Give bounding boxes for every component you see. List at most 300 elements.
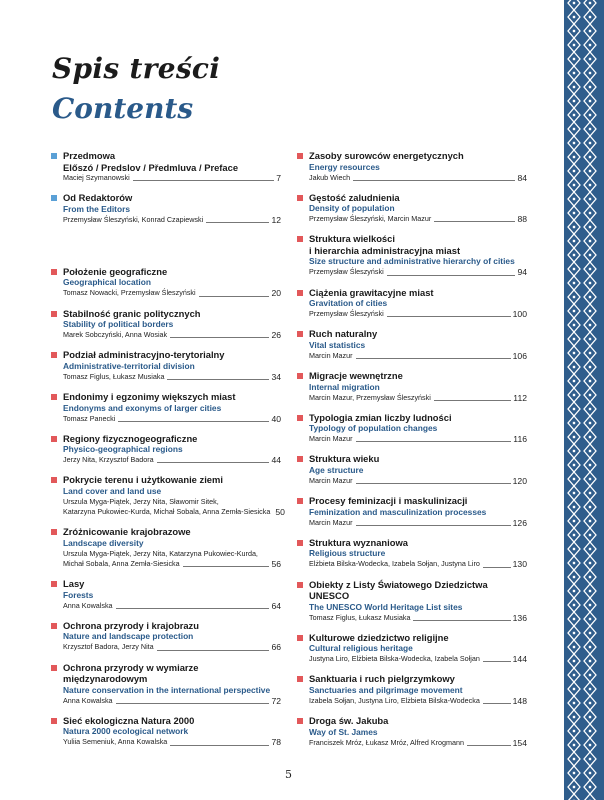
entry-author-line (63, 215, 281, 225)
dot-ornament (573, 100, 575, 102)
entry-title: Pokrycie terenu i użytkowanie ziemi (63, 474, 223, 486)
leader-line (356, 483, 511, 484)
entry-authors: Marcin Mazur (309, 475, 353, 485)
entry-title: Kulturowe dziedzictwo religijne (309, 631, 449, 643)
entry-title: Migracje wewnętrzne (309, 370, 403, 382)
dot-ornament (589, 660, 591, 662)
entry-authors: Tomasz Figlus, Łukasz Musiaka (63, 371, 165, 381)
entry-subtitle-english: Typology of population changes (309, 423, 438, 434)
dot-ornament (589, 716, 591, 718)
dot-ornament (589, 282, 591, 284)
dot-ornament (573, 562, 575, 564)
dot-ornament (573, 492, 575, 494)
entry-authors: Elżbieta Bilska-Wodecka, Izabela Sołjan, Justyna Liro (309, 559, 480, 569)
dot-ornament (589, 72, 591, 74)
square-bullet-icon (51, 581, 57, 587)
dot-ornament (589, 520, 591, 522)
dot-ornament (573, 716, 575, 718)
dot-ornament (589, 142, 591, 144)
dot-ornament (589, 380, 591, 382)
toc-entry[interactable] (51, 578, 281, 611)
leader-line (118, 421, 269, 422)
square-bullet-icon (51, 529, 57, 535)
entry-authors: Marcin Mazur, Przemysław Śleszyński (309, 392, 431, 402)
leader-line (167, 379, 269, 380)
toc-entry[interactable] (51, 620, 281, 653)
entry-title: Lasy (63, 578, 85, 590)
entry-title: Struktura wieku (309, 453, 380, 465)
toc-entry[interactable] (297, 673, 527, 706)
dot-ornament (589, 170, 591, 172)
entry-page-number: 12 (271, 214, 281, 225)
dot-ornament (573, 590, 575, 592)
dot-ornament (573, 128, 575, 130)
entry-author-line (63, 455, 281, 465)
leader-line (206, 222, 269, 223)
dot-ornament (589, 44, 591, 46)
page-title: Spis treści (52, 52, 221, 85)
entry-authors: Anna Kowalska (63, 695, 113, 705)
diamond-ornament (568, 794, 580, 800)
entry-title-continued: i hierarchia administracyjna miast (309, 244, 461, 256)
entry-subtitle-english: Geographical location (63, 277, 151, 288)
entry-author-line (309, 173, 527, 183)
entry-page-number: 66 (271, 642, 281, 653)
entry-subtitle-english: The UNESCO World Heritage List sites (309, 601, 463, 612)
entry-authors: Justyna Liro, Elżbieta Bilska-Wodecka, Izabela Sołjan (309, 654, 480, 664)
dot-ornament (573, 506, 575, 508)
diamond-ornament (584, 0, 596, 10)
dot-ornament (589, 786, 591, 788)
entry-page-number: 112 (513, 392, 527, 403)
dot-ornament (589, 58, 591, 60)
leader-line (356, 525, 511, 526)
entry-title: Położenie geograficzne (63, 265, 168, 277)
entry-authors: Katarzyna Pukowiec-Kurda, Michał Sobala, Anna Zemła-Siesicka (63, 507, 271, 517)
dot-ornament (573, 380, 575, 382)
entry-subtitle-english: From the Editors (63, 203, 131, 214)
entry-page-number: 148 (512, 695, 527, 706)
entry-author-line (309, 267, 527, 277)
leader-line (483, 703, 511, 704)
leader-line (434, 221, 515, 222)
entry-authors: Przemysław Śleszyński, Konrad Czapiewski (63, 214, 204, 224)
dot-ornament (589, 268, 591, 270)
square-bullet-icon (51, 311, 57, 317)
square-bullet-icon (51, 195, 57, 201)
entry-page-number: 78 (271, 737, 281, 748)
square-bullet-icon (297, 582, 303, 588)
leader-line (183, 566, 270, 567)
dot-ornament (589, 240, 591, 242)
dot-ornament (589, 450, 591, 452)
entry-author-line (309, 476, 527, 486)
dot-ornament (573, 142, 575, 144)
toc-entry[interactable] (297, 537, 527, 570)
entry-subtitle-english: Size structure and administrative hierarchy of cities (309, 256, 515, 267)
entry-title: Stabilność granic politycznych (63, 307, 201, 319)
entry-subtitle-english: Physico-geographical regions (63, 444, 183, 455)
entry-page-number: 116 (513, 434, 527, 445)
entry-author-line (63, 737, 281, 747)
dot-ornament (573, 212, 575, 214)
dot-ornament (573, 268, 575, 270)
dot-ornament (573, 86, 575, 88)
dot-ornament (573, 2, 575, 4)
leader-line (133, 180, 275, 181)
entry-author-line (309, 613, 527, 623)
dot-ornament (573, 744, 575, 746)
entry-author-line (63, 601, 281, 611)
entry-author-line (309, 309, 527, 319)
entry-page-number: 120 (512, 475, 527, 486)
dot-ornament (573, 16, 575, 18)
dot-ornament (589, 744, 591, 746)
section-gap (51, 234, 281, 266)
diamond-ornament (584, 794, 596, 800)
entry-page-number: 154 (512, 737, 527, 748)
entry-subtitle-english: Energy resources (309, 161, 380, 172)
entry-author-line (63, 507, 285, 518)
dot-ornament (573, 72, 575, 74)
entry-title: Sieć ekologiczna Natura 2000 (63, 714, 195, 726)
square-bullet-icon (297, 635, 303, 641)
dot-ornament (589, 366, 591, 368)
dot-ornament (573, 618, 575, 620)
square-bullet-icon (297, 676, 303, 682)
entry-author-line (309, 654, 527, 664)
toc-entry[interactable] (51, 150, 281, 183)
dot-ornament (589, 436, 591, 438)
entry-title: Ochrona przyrody i krajobrazu (63, 619, 199, 631)
entry-subtitle-english: Landscape diversity (63, 537, 144, 548)
leader-line (157, 650, 270, 651)
entry-author-line (309, 351, 527, 361)
dot-ornament (573, 198, 575, 200)
toc-entry[interactable] (297, 715, 527, 748)
dot-ornament (589, 646, 591, 648)
dot-ornament (573, 156, 575, 158)
dot-ornament (589, 114, 591, 116)
entry-author-line (309, 696, 527, 706)
toc-entry[interactable] (297, 579, 527, 623)
leader-line (434, 400, 511, 401)
entry-author-line (63, 372, 281, 382)
toc-entry[interactable] (297, 150, 527, 183)
toc-entry[interactable] (297, 287, 527, 320)
entry-page-number: 44 (271, 455, 281, 466)
entry-authors: Maciej Szymanowski (63, 173, 130, 182)
dot-ornament (589, 394, 591, 396)
entry-title: Zróżnicowanie krajobrazowe (63, 526, 191, 538)
leader-line (353, 180, 515, 181)
entry-authors: Krzysztof Badora, Jerzy Nita (63, 642, 154, 652)
dot-ornament (589, 128, 591, 130)
square-bullet-icon (51, 352, 57, 358)
dot-ornament (573, 310, 575, 312)
entry-subtitle-english: Land cover and land use (63, 485, 162, 496)
square-bullet-icon (51, 477, 57, 483)
square-bullet-icon (51, 269, 57, 275)
dot-ornament (589, 30, 591, 32)
entry-title: Ochrona przyrody w wymiarze międzynarodowym (63, 661, 199, 685)
dot-ornament (573, 282, 575, 284)
dot-ornament (589, 212, 591, 214)
entry-page-number: 40 (271, 413, 281, 424)
dot-ornament (589, 604, 591, 606)
entry-authors: Przemysław Śleszyński (309, 267, 384, 277)
entry-author-line (63, 414, 281, 424)
toc-entry[interactable] (51, 192, 281, 225)
entry-page-number: 88 (517, 214, 527, 225)
entry-author-line (63, 330, 281, 340)
dot-ornament (589, 296, 591, 298)
toc-entry[interactable] (51, 349, 281, 382)
entry-page-number: 56 (271, 559, 281, 570)
dot-ornament (589, 100, 591, 102)
square-bullet-icon (51, 394, 57, 400)
dot-ornament (589, 324, 591, 326)
entry-subtitle-english: Endonyms and exonyms of larger cities (63, 402, 222, 413)
square-bullet-icon (297, 290, 303, 296)
leader-line (157, 462, 270, 463)
dot-ornament (573, 632, 575, 634)
toc-entry[interactable] (297, 453, 527, 486)
entry-author-line (63, 559, 281, 569)
dot-ornament (573, 702, 575, 704)
dot-ornament (573, 464, 575, 466)
dot-ornament (573, 394, 575, 396)
leader-line (116, 608, 270, 609)
entry-page-number: 84 (517, 172, 527, 183)
entry-page-number: 26 (271, 330, 281, 341)
dot-ornament (573, 450, 575, 452)
dot-ornament (589, 254, 591, 256)
dot-ornament (573, 254, 575, 256)
dot-ornament (589, 688, 591, 690)
entry-page-number: 130 (512, 559, 527, 570)
square-bullet-icon (297, 331, 303, 337)
dot-ornament (589, 408, 591, 410)
leader-line (116, 703, 270, 704)
dot-ornament (573, 646, 575, 648)
entry-subtitle-english: Administrative-territorial division (63, 360, 195, 371)
dot-ornament (589, 464, 591, 466)
entry-page-number: 72 (271, 695, 281, 706)
toc-entry[interactable] (51, 433, 281, 466)
dot-ornament (573, 660, 575, 662)
entry-title: Gęstość zaludnienia (309, 191, 400, 203)
entry-title: Ruch naturalny (309, 328, 378, 340)
toc-entry[interactable] (297, 328, 527, 361)
dot-ornament (573, 44, 575, 46)
diamond-ornament (568, 0, 580, 10)
entry-title: Procesy feminizacji i maskulinizacji (309, 495, 468, 507)
entry-author-line (63, 173, 281, 183)
entry-authors: Marcin Mazur (309, 517, 353, 527)
square-bullet-icon (297, 236, 303, 242)
entry-subtitle-english: Internal migration (309, 381, 380, 392)
dot-ornament (573, 338, 575, 340)
toc-column-right (297, 150, 527, 757)
dot-ornament (573, 478, 575, 480)
dot-ornament (589, 576, 591, 578)
square-bullet-icon (51, 153, 57, 159)
dot-ornament (589, 730, 591, 732)
square-bullet-icon (297, 195, 303, 201)
entry-title: Typologia zmian liczby ludności (309, 411, 452, 423)
entry-author-line (309, 434, 527, 444)
leader-line (413, 620, 510, 621)
entry-title: Struktura wyznaniowa (309, 536, 408, 548)
entry-subtitle-english: Age structure (309, 464, 364, 475)
dot-ornament (573, 30, 575, 32)
dot-ornament (573, 114, 575, 116)
toc-entry[interactable] (297, 495, 527, 528)
dot-ornament (589, 492, 591, 494)
entry-subtitle-english: Sanctuaries and pilgrimage movement (309, 684, 463, 695)
entry-title: Przedmowa (63, 150, 116, 161)
toc-entry[interactable] (51, 308, 281, 341)
dot-ornament (589, 310, 591, 312)
entry-authors: Yuliia Semeniuk, Anna Kowalska (63, 737, 168, 747)
dot-ornament (589, 478, 591, 480)
entry-subtitle-english: Vital statistics (309, 339, 366, 350)
square-bullet-icon (297, 373, 303, 379)
dot-ornament (573, 58, 575, 60)
entry-title: Sanktuaria i ruch pielgrzymkowy (309, 673, 455, 685)
entry-title: Droga św. Jakuba (309, 715, 389, 727)
entry-authors: Marcin Mazur (309, 350, 353, 360)
entry-page-number: 20 (271, 288, 281, 299)
toc-entry[interactable] (297, 370, 527, 403)
entry-author-line (309, 559, 527, 569)
dot-ornament (589, 758, 591, 760)
entry-author-line (309, 393, 527, 403)
square-bullet-icon (297, 153, 303, 159)
entry-subtitle-english: Cultural religious heritage (309, 643, 413, 654)
toc-entry[interactable] (297, 632, 527, 665)
dot-ornament (573, 758, 575, 760)
dot-ornament (573, 604, 575, 606)
entry-title: Endonimy i egzonimy większych miast (63, 391, 236, 403)
dot-ornament (589, 548, 591, 550)
dot-ornament (573, 730, 575, 732)
dot-ornament (589, 632, 591, 634)
dot-ornament (573, 408, 575, 410)
dot-ornament (573, 436, 575, 438)
entry-authors: Marcin Mazur (309, 434, 353, 444)
toc-entry[interactable] (297, 233, 527, 277)
square-bullet-icon (51, 623, 57, 629)
dot-ornament (573, 296, 575, 298)
entry-authors: Tomasz Panecki (63, 413, 116, 423)
dot-ornament (573, 324, 575, 326)
square-bullet-icon (297, 718, 303, 724)
square-bullet-icon (297, 498, 303, 504)
toc-entry[interactable] (297, 412, 527, 445)
toc-entry[interactable] (51, 526, 281, 569)
dot-ornament (573, 352, 575, 354)
toc-entry[interactable] (297, 192, 527, 225)
leader-line (387, 316, 511, 317)
dot-ornament (589, 590, 591, 592)
entry-subtitle-english: Feminization and masculinization processes (309, 506, 487, 517)
entry-authors: Przemysław Śleszyński (309, 309, 384, 319)
dot-ornament (573, 366, 575, 368)
square-bullet-icon (51, 665, 57, 671)
entry-authors: Tomasz Nowacki, Przemysław Śleszyński (63, 288, 196, 298)
entry-subtitle-english: Density of population (309, 203, 395, 214)
entry-page-number: 7 (276, 173, 281, 183)
entry-title: Ciążenia grawitacyjne miast (309, 286, 434, 298)
entry-subtitle-english: Stability of political borders (63, 319, 174, 330)
dot-ornament (573, 240, 575, 242)
entry-page-number: 64 (271, 600, 281, 611)
page-title-english: Contents (52, 92, 194, 125)
leader-line (387, 275, 516, 276)
dot-ornament (589, 702, 591, 704)
entry-title: Od Redaktorów (63, 192, 133, 204)
entry-title: Zasoby surowców energetycznych (309, 150, 464, 161)
square-bullet-icon (51, 436, 57, 442)
leader-line (356, 358, 511, 359)
entry-subtitle-english: Forests (63, 589, 94, 600)
leader-line (199, 296, 270, 297)
toc-entry[interactable] (51, 391, 281, 424)
entry-authors: Urszula Myga-Piątek, Jerzy Nita, Sławomir Sitek, (63, 496, 219, 506)
dot-ornament (573, 576, 575, 578)
entry-subtitle-english: Natura 2000 ecological network (63, 726, 189, 737)
dot-ornament (589, 338, 591, 340)
entry-authors: Jakub Wiech (309, 172, 351, 182)
dot-ornament (573, 674, 575, 676)
leader-line (356, 441, 512, 442)
toc-entry[interactable] (51, 266, 281, 299)
toc-entry[interactable] (51, 715, 281, 748)
toc-entry[interactable] (51, 474, 285, 518)
dot-ornament (589, 562, 591, 564)
dot-ornament (589, 184, 591, 186)
entry-subtitle-english: Religious structure (309, 548, 386, 559)
square-bullet-icon (51, 718, 57, 724)
square-bullet-icon (297, 540, 303, 546)
dot-ornament (589, 198, 591, 200)
dot-ornament (589, 86, 591, 88)
square-bullet-icon (297, 415, 303, 421)
entry-page-number: 34 (271, 371, 281, 382)
entry-author-line (63, 696, 281, 706)
entry-page-number: 100 (512, 309, 527, 320)
dot-ornament (573, 548, 575, 550)
entry-page-number: 144 (512, 654, 527, 665)
entry-title: Regiony fizycznogeograficzne (63, 432, 198, 444)
entry-subtitle-english: Way of St. James (309, 726, 378, 737)
entry-authors: Przemysław Śleszyński, Marcin Mazur (309, 214, 432, 224)
entry-authors: Izabela Sołjan, Justyna Liro, Elżbieta Bilska-Wodecka (309, 695, 480, 705)
dot-ornament (573, 534, 575, 536)
dot-ornament (589, 674, 591, 676)
toc-column-left (51, 150, 285, 757)
entry-authors: Urszula Myga-Piątek, Jerzy Nita, Katarzyna Pukowiec-Kurda, (63, 548, 258, 558)
dot-ornament (589, 352, 591, 354)
toc-entry[interactable] (51, 662, 281, 706)
entry-author-line (63, 288, 281, 298)
dot-ornament (573, 422, 575, 424)
entry-page-number: 106 (512, 350, 527, 361)
leader-line (170, 745, 269, 746)
entry-authors: Anna Kowalska (63, 600, 113, 610)
